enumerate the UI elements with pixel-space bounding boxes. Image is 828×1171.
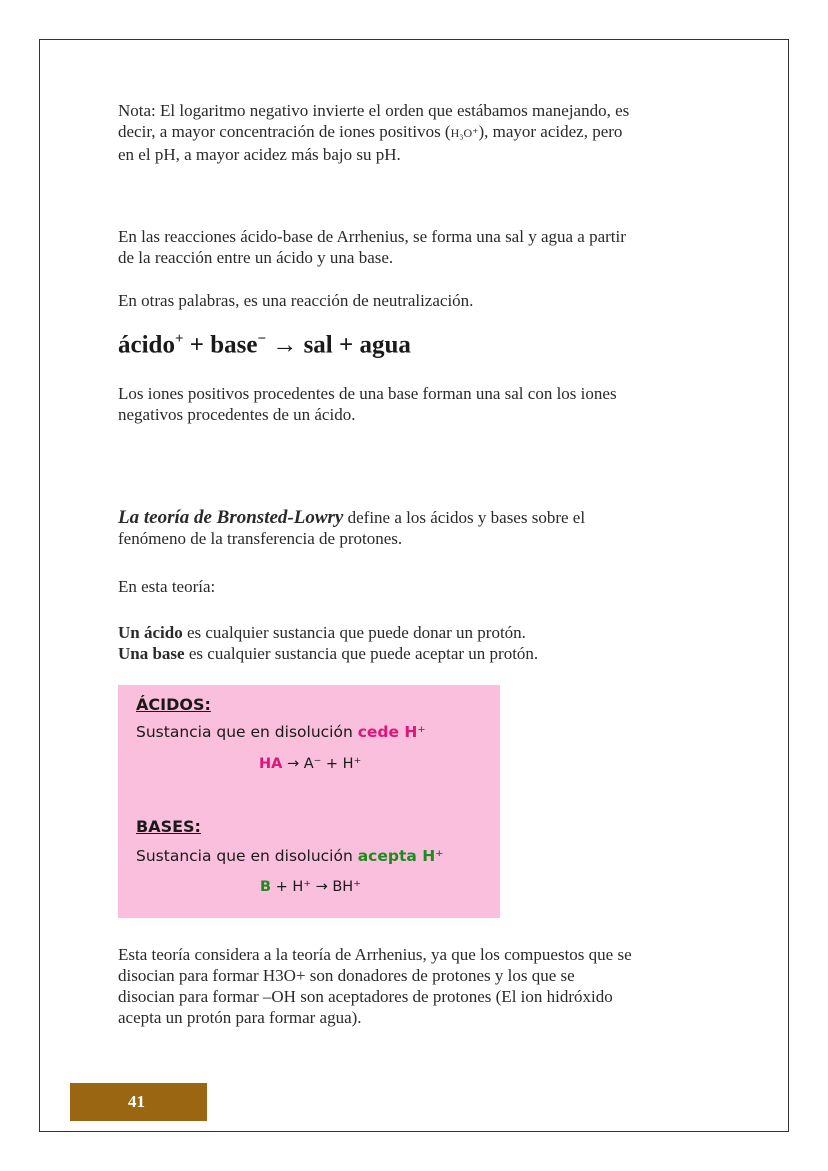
note-line-2: decir, a mayor concentración de iones positivos (H₃O⁺), mayor acidez, pero [118, 122, 623, 141]
note-paragraph [118, 100, 718, 165]
acids-heading: ÁCIDOS: [136, 695, 211, 714]
bases-heading: BASES: [136, 817, 201, 836]
acids-equation: HA → A⁻ + H⁺ [259, 756, 362, 772]
closing-line-1: Esta teoría considera a la teoría de Arrhenius, ya que los compuestos que se [118, 945, 632, 964]
bases-description: Sustancia que en disolución acepta H⁺ [136, 847, 444, 865]
bronsted-intro [118, 507, 718, 549]
ions-line-2: negativos procedentes de un ácido. [118, 405, 356, 424]
ions-paragraph [118, 383, 718, 425]
definitions [118, 622, 718, 664]
closing-line-3: disocian para formar –OH son aceptadores de protones (El ion hidróxido [118, 987, 613, 1006]
bronsted-line-2: fenómeno de la transferencia de protones. [118, 529, 403, 548]
arrhenius-paragraph [118, 226, 718, 268]
ions-line-1: Los iones positivos procedentes de una base forman una sal con los iones [118, 384, 617, 403]
en-esta-teoria: En esta teoría: [118, 577, 216, 596]
page-number: 41 [128, 1092, 145, 1111]
bronsted-title: La teoría de Bronsted-Lowry [118, 507, 344, 528]
neutralization-formula: ácido+ + base− → sal + agua [118, 331, 411, 359]
closing-paragraph [118, 944, 718, 1028]
note-line-3: en el pH, a mayor acidez más bajo su pH. [118, 145, 401, 164]
neutralization-sentence: En otras palabras, es una reacción de neutralización. [118, 291, 474, 310]
page-number-badge [70, 1083, 207, 1121]
arrhenius-line-2: de la reacción entre un ácido y una base. [118, 248, 394, 267]
base-definition: Una base es cualquier sustancia que puede aceptar un protón. [118, 644, 539, 663]
closing-line-2: disocian para formar H3O+ son donadores de protones y los que se [118, 966, 575, 985]
acid-definition: Un ácido es cualquier sustancia que puede donar un protón. [118, 623, 526, 642]
bases-equation: B + H⁺ → BH⁺ [260, 879, 361, 895]
hydronium-ion: H₃O⁺ [450, 126, 479, 140]
closing-line-4: acepta un protón para formar agua). [118, 1008, 362, 1027]
arrhenius-line-1: En las reacciones ácido-base de Arrhenius, se forma una sal y agua a partir [118, 227, 626, 246]
acid-base-callout [118, 685, 500, 918]
bronsted-line-1: La teoría de Bronsted-Lowry define a los ácidos y bases sobre el [118, 507, 586, 528]
acids-description: Sustancia que en disolución cede H⁺ [136, 723, 426, 741]
note-line-1: Nota: El logaritmo negativo invierte el orden que estábamos manejando, es [118, 101, 630, 120]
